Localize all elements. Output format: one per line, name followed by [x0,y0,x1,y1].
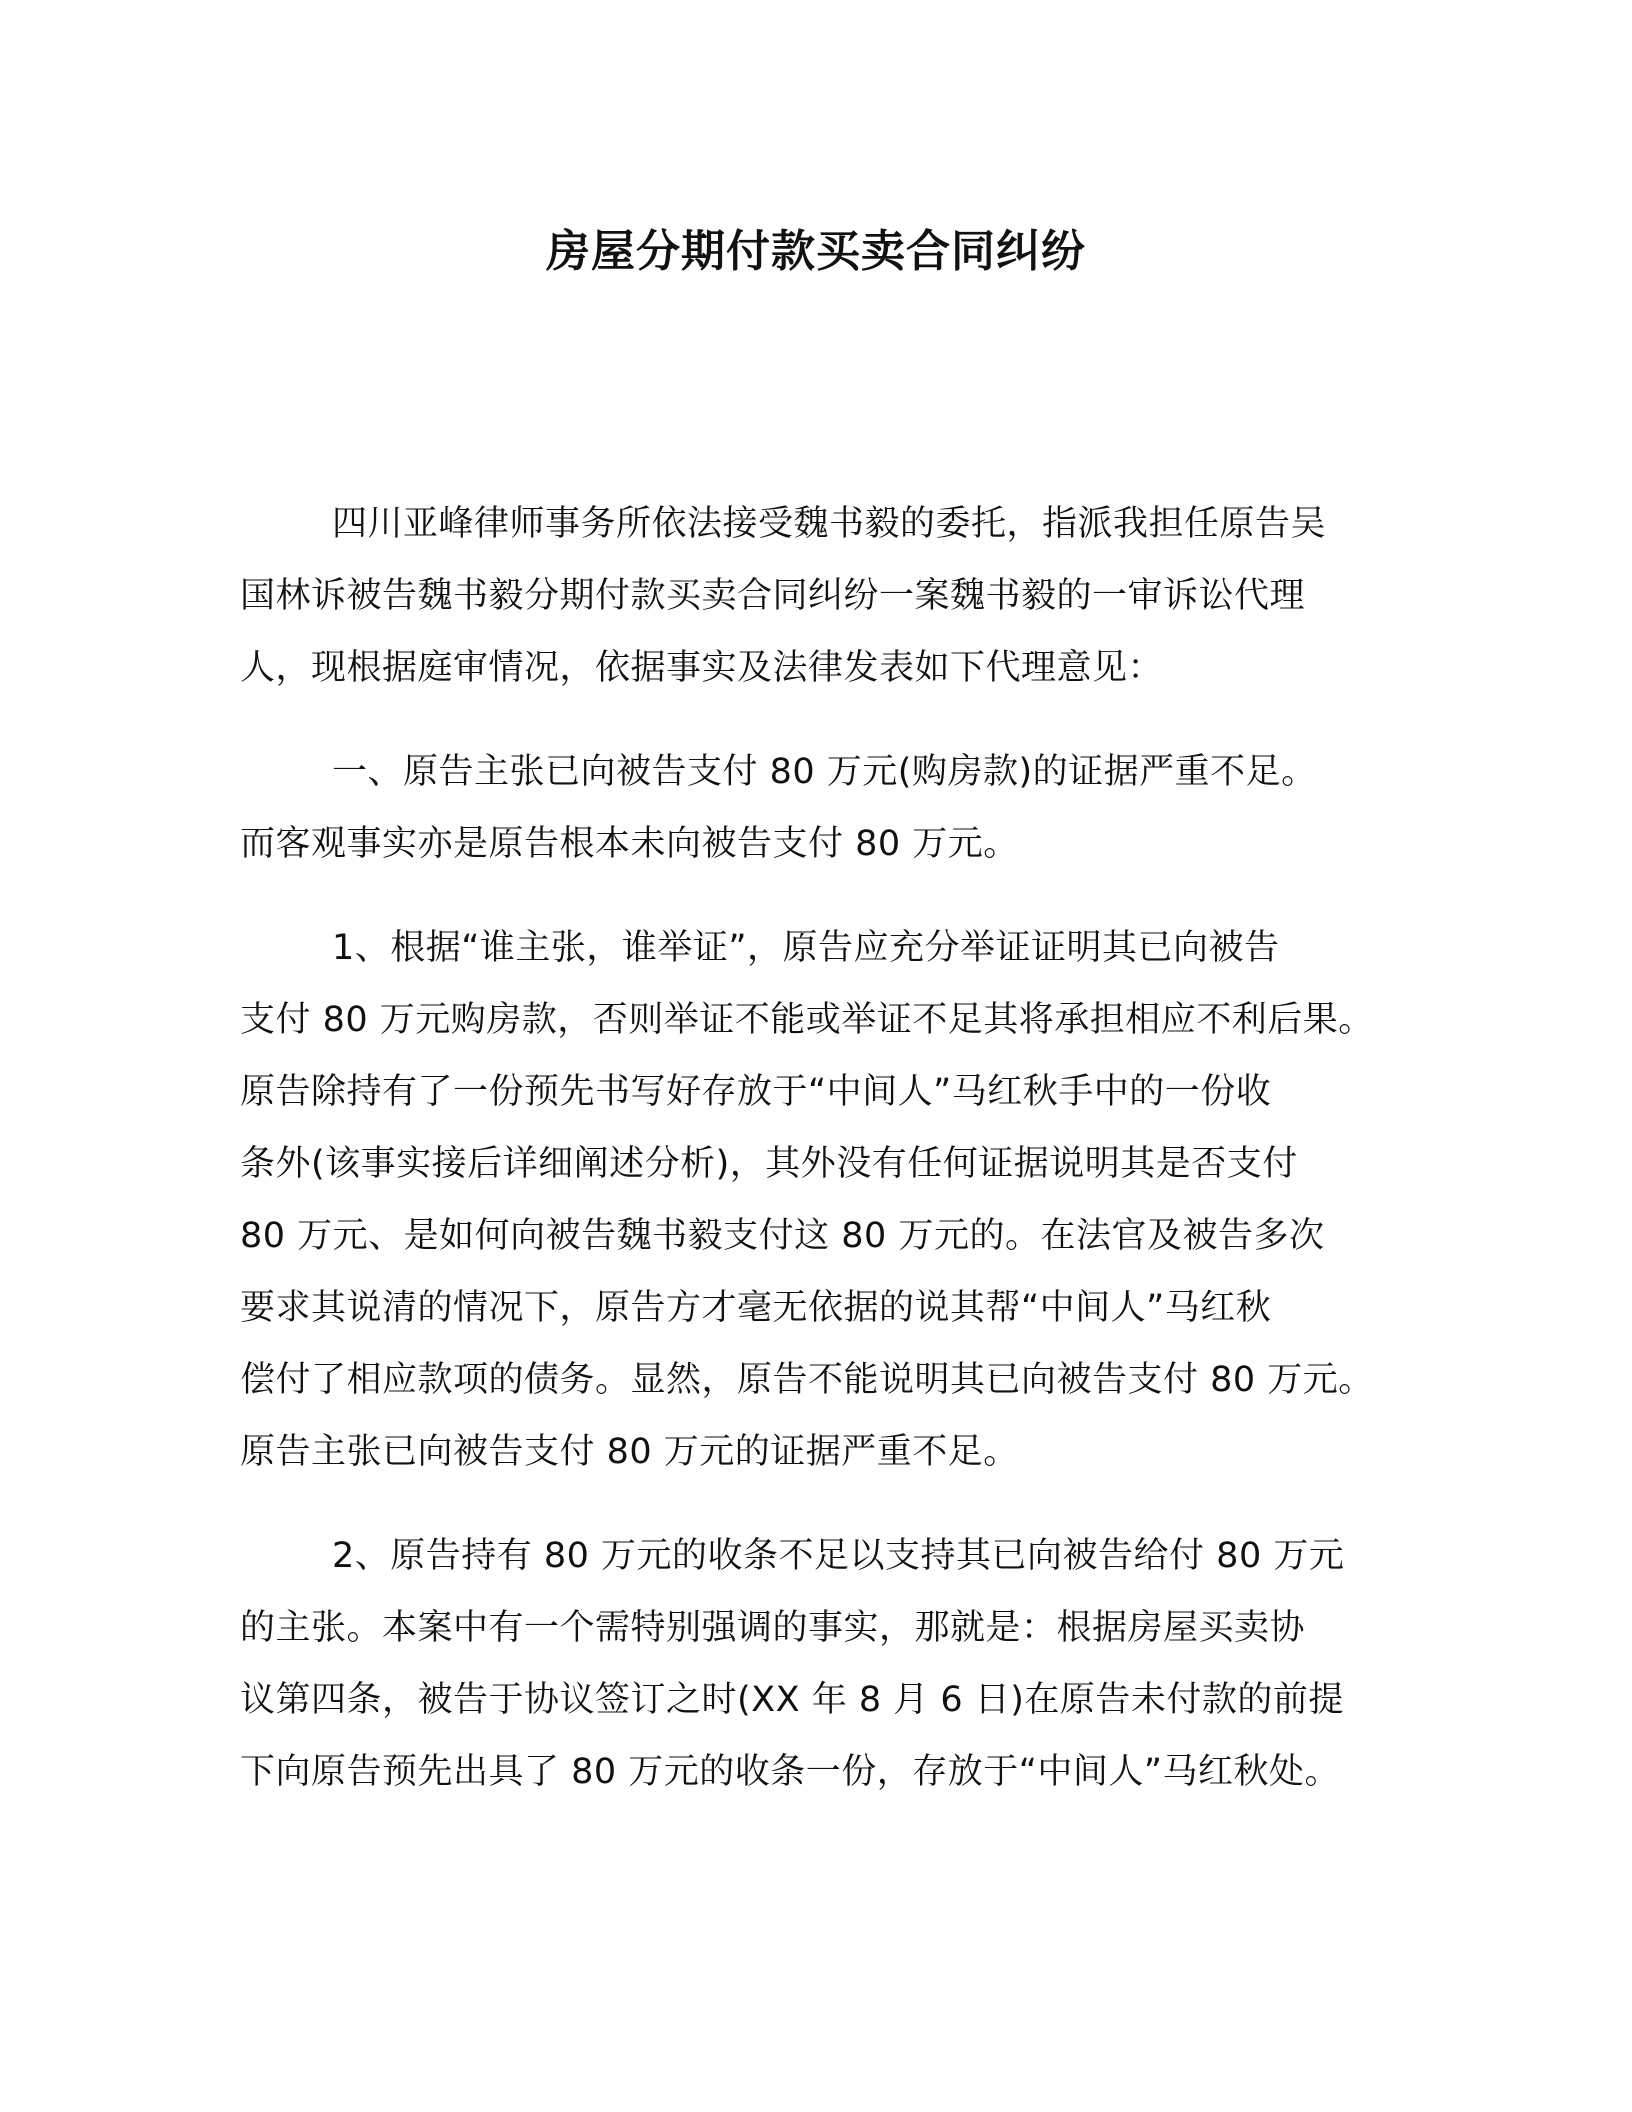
paragraph-line: 2、原告持有 80 万元的收条不足以支持其已向被告给付 80 万元 [332,1536,1345,1576]
paragraph-line: 80 万元、是如何向被告魏书毅支付这 80 万元的。在法官及被告多次 [240,1216,1325,1256]
paragraph-line: 国林诉被告魏书毅分期付款买卖合同纠纷一案魏书毅的一审诉讼代理 [240,576,1306,616]
document-title: 房屋分期付款买卖合同纠纷 [546,226,1086,277]
paragraph-line: 的主张。本案中有一个需特别强调的事实，那就是：根据房屋买卖协 [240,1608,1306,1648]
paragraph-line: 要求其说清的情况下，原告方才毫无依据的说其帮“中间人”马红秋 [240,1288,1272,1328]
paragraph-intro [240,488,1400,704]
paragraph-point-two [240,1520,1400,1808]
paragraph-line: 支付 80 万元购房款，否则举证不能或举证不足其将承担相应不利后果。 [240,1000,1374,1040]
paragraph-line: 人，现根据庭审情况，依据事实及法律发表如下代理意见： [240,648,1164,688]
paragraph-line: 四川亚峰律师事务所依法接受魏书毅的委托，指派我担任原告吴 [332,504,1327,544]
paragraph-line: 下向原告预先出具了 80 万元的收条一份，存放于“中间人”马红秋处。 [240,1752,1341,1792]
paragraph-line: 原告主张已向被告支付 80 万元的证据严重不足。 [240,1432,1019,1472]
paragraph-line: 条外(该事实接后详细阐述分析)，其外没有任何证据说明其是否支付 [240,1144,1298,1184]
document-body [240,488,1400,1808]
paragraph-line: 原告除持有了一份预先书写好存放于“中间人”马红秋手中的一份收 [240,1072,1272,1112]
paragraph-section-one [240,736,1400,880]
paragraph-line: 一、原告主张已向被告支付 80 万元(购房款)的证据严重不足。 [332,752,1317,792]
paragraph-line: 偿付了相应款项的债务。显然，原告不能说明其已向被告支付 80 万元。 [240,1360,1374,1400]
paragraph-line: 议第四条，被告于协议签订之时(XX 年 8 月 6 日)在原告未付款的前提 [240,1680,1344,1720]
paragraph-line: 1、根据“谁主张，谁举证”，原告应充分举证证明其已向被告 [332,928,1280,968]
paragraph-point-one [240,912,1400,1488]
paragraph-line: 而客观事实亦是原告根本未向被告支付 80 万元。 [240,824,1019,864]
